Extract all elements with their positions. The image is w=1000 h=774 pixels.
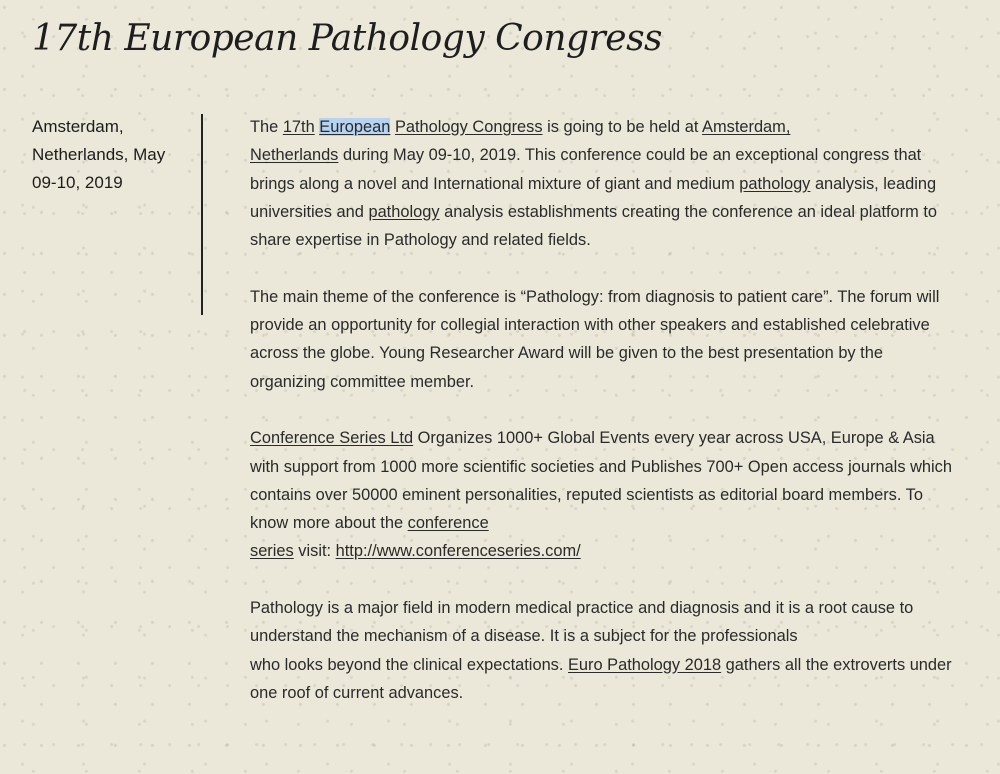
intro-paragraph [250, 113, 962, 254]
text-segment: Organizes 1000+ Global Events every year across USA, Europe & Asia with support from 1000 more scientific societies and Publishes 700+ Open access journals which contains over 50000 eminent personalities, reputed scientists as editorial board members. To know more about the [250, 429, 952, 533]
theme-paragraph: The main theme of the conference is “Pathology: from diagnosis to patient care”. The forum will provide an opportunity for collegial interaction with other speakers and established celebrative across the globe. Young Researcher Award will be given to the best presentation by the organizing committee member. [250, 287, 940, 391]
conference-series-ltd-link[interactable]: Conference Series Ltd [250, 429, 414, 448]
text-segment: visit: [293, 542, 336, 561]
euro-pathology-2018-link[interactable]: Euro Pathology 2018 [568, 655, 722, 674]
event-location [32, 113, 192, 197]
conference-series-paragraph [250, 424, 962, 565]
text-segment: analysis, leading universities and [250, 174, 937, 221]
location-line-dates: 09-10, 2019 [32, 173, 123, 192]
pathology-paragraph [250, 594, 962, 707]
text-segment: gathers all the extroverts under one roof of current advances. [250, 655, 952, 702]
conferenceseries-url-link[interactable]: http://www.conferenceseries.com/ [335, 542, 581, 561]
text-segment: who looks beyond the clinical expectations. [250, 655, 568, 674]
pathology-link-2[interactable]: pathology [368, 202, 440, 221]
page-title: 17th European Pathology Congress [32, 18, 663, 59]
congress-link-european-highlighted[interactable]: European [319, 118, 391, 136]
amsterdam-link[interactable]: Amsterdam, [702, 118, 791, 136]
text-segment: is going to be held at [542, 118, 703, 136]
text-segment: The [250, 118, 283, 136]
vertical-divider [201, 114, 203, 315]
pathology-link-1[interactable]: pathology [739, 174, 811, 193]
article-body [250, 113, 962, 736]
congress-link-17th[interactable]: 17th [282, 118, 315, 136]
conference-link[interactable]: conference [407, 514, 489, 533]
series-link[interactable]: series [250, 542, 294, 561]
location-line-country-month: Netherlands, May [32, 145, 166, 164]
text-segment: analysis establishments creating the conference an ideal platform to share expertise in Pathology and related fields. [250, 202, 938, 250]
text-segment: during May 09-10, 2019. This conference could be an exceptional congress that brings along a novel and International mixture of giant and medium [250, 146, 922, 193]
netherlands-link[interactable]: Netherlands [250, 146, 339, 165]
congress-link-pathology-congress[interactable]: Pathology Congress [394, 118, 543, 136]
location-line-city: Amsterdam, [32, 117, 124, 136]
text-segment: Pathology is a major field in modern medical practice and diagnosis and it is a root cause to understand the mechanism of a disease. It is a subject for the professionals [250, 599, 914, 646]
